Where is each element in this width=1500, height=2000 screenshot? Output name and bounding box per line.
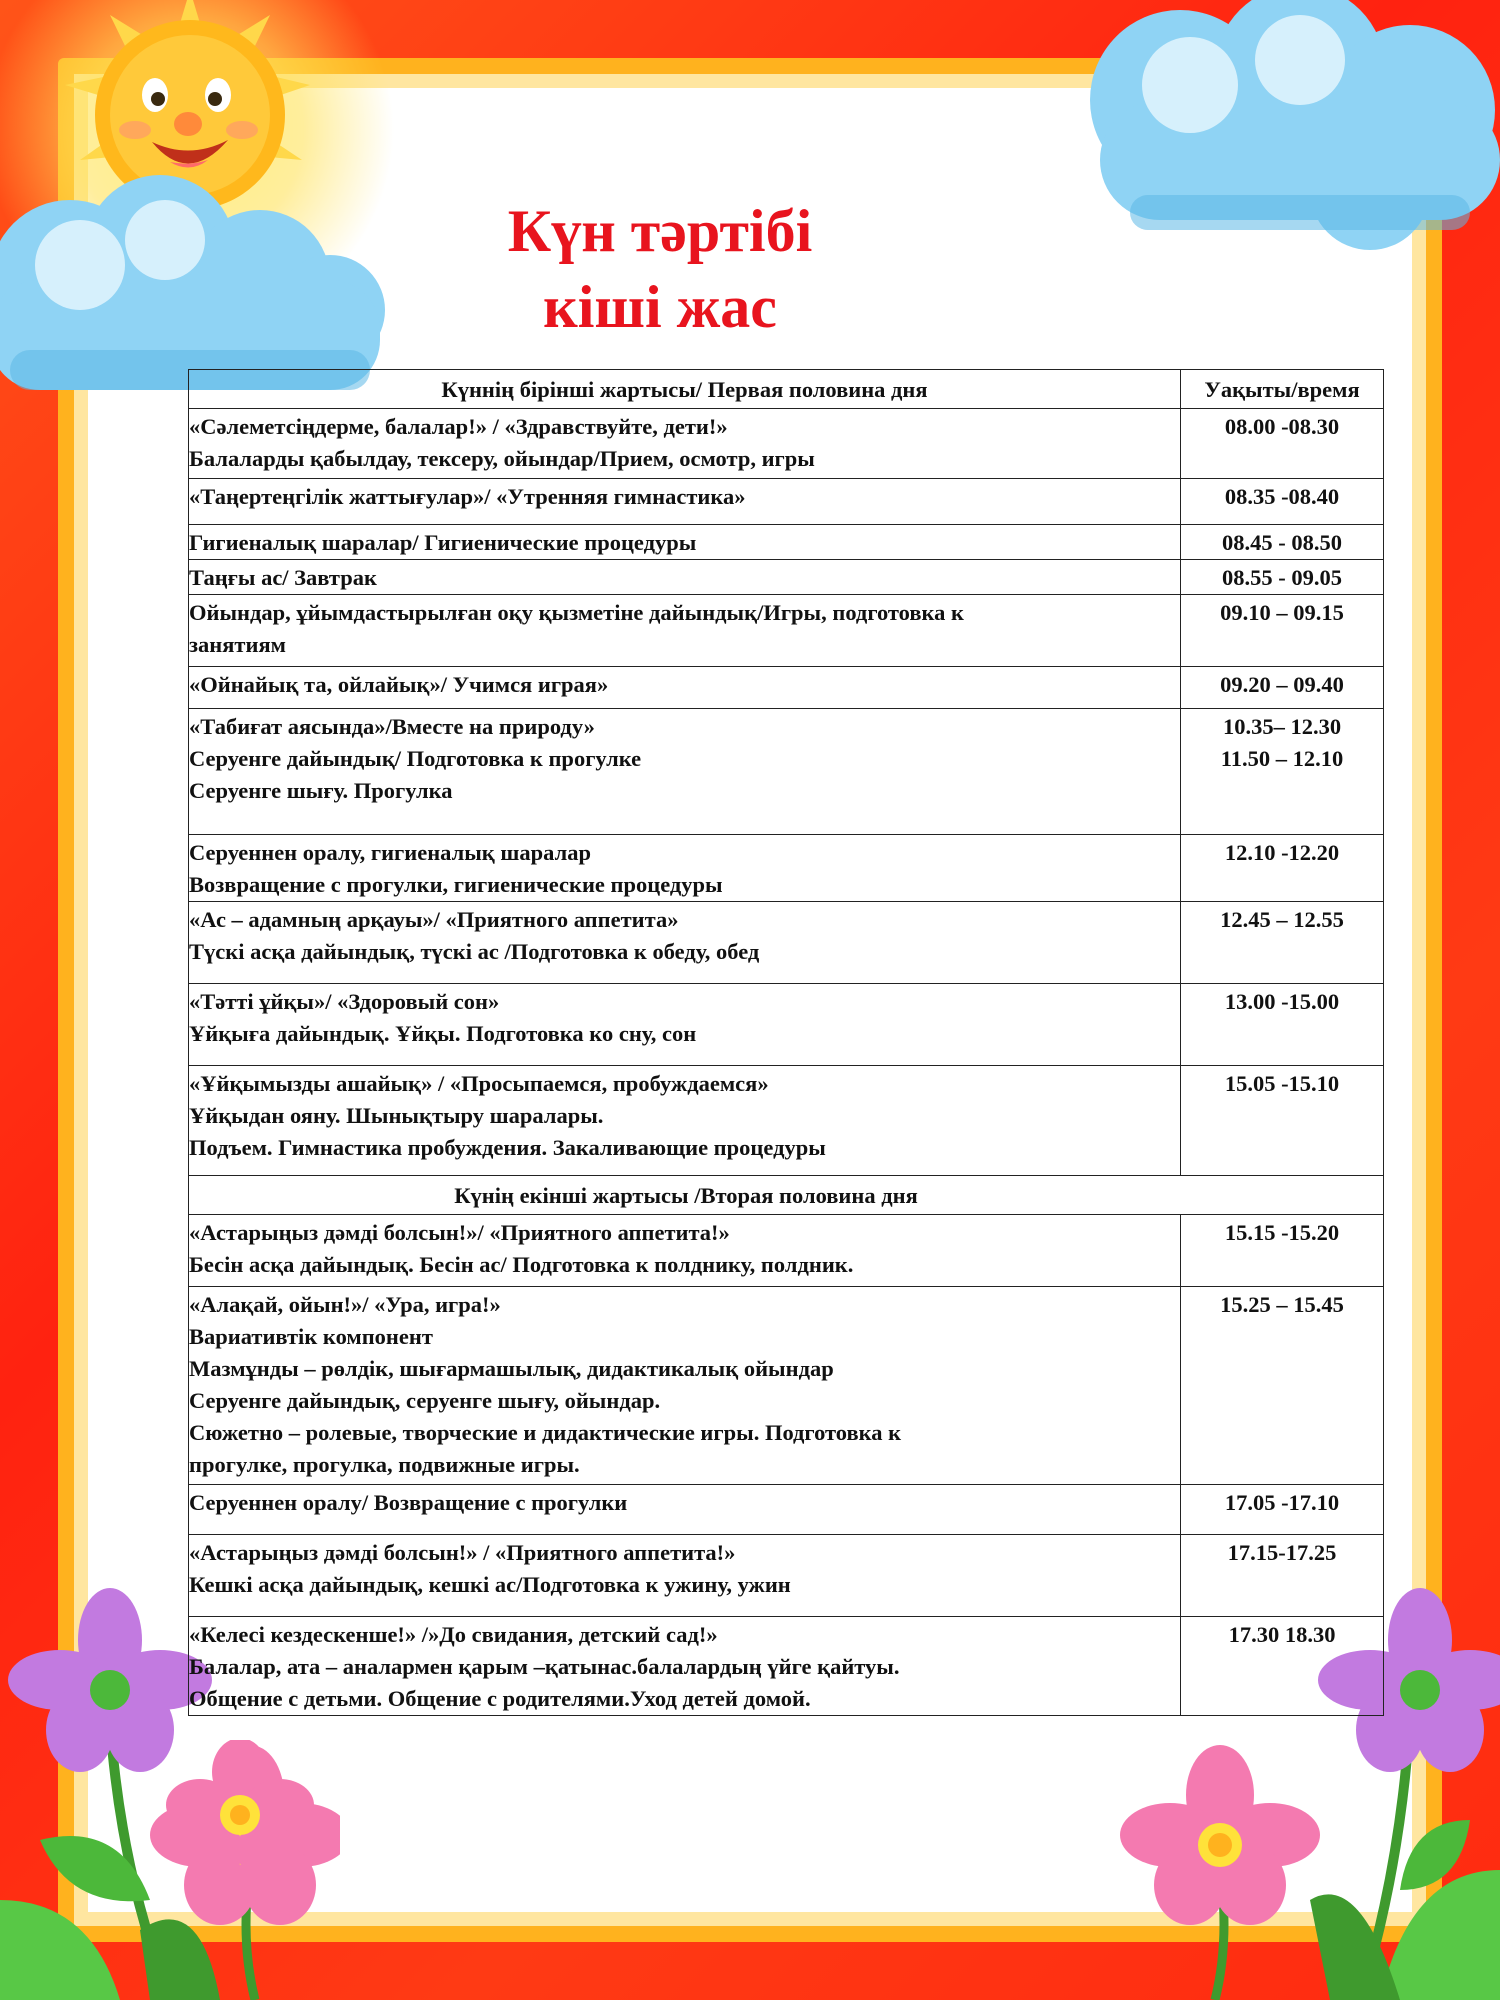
activity-line: «Астарыңыз дәмді болсын!»/ «Приятного аппетита!» [189, 1220, 730, 1245]
time-value: 15.15 -15.20 [1224, 1220, 1340, 1245]
title-line-2: кіші жас [543, 274, 777, 340]
time-value: 08.55 - 09.05 [1222, 565, 1342, 590]
activity-line: занятиям [189, 632, 286, 657]
activity-cell [189, 1287, 1181, 1485]
table-row [189, 1617, 1384, 1716]
time-value: 09.20 – 09.40 [1220, 672, 1344, 697]
second-half-header: Күнің екінші жартысы /Вторая половина дня [189, 1176, 1384, 1215]
table-row [189, 835, 1384, 902]
activity-line: Балалар, ата – аналармен қарым –қатынас.балалардың үйге қайтуы. [189, 1654, 900, 1679]
time-cell [1181, 1617, 1384, 1716]
activity-line: «Ұйқымызды ашайық» / «Просыпаемся, пробуждаемся» [189, 1071, 769, 1096]
activity-line: «Алақай, ойын!»/ «Ура, игра!» [189, 1292, 501, 1317]
section-header-row [189, 1176, 1384, 1215]
time-value: 08.45 - 08.50 [1222, 530, 1342, 555]
time-cell [1181, 1535, 1384, 1617]
table-row [189, 667, 1384, 709]
activity-line: «Табиғат аясында»/Вместе на природу» [189, 714, 595, 739]
table-row [189, 709, 1384, 835]
schedule-table [188, 369, 1384, 1716]
time-value: 09.10 – 09.15 [1220, 600, 1344, 625]
time-value: 10.35– 12.30 [1222, 714, 1342, 739]
time-cell [1181, 902, 1384, 984]
time-value: 17.15-17.25 [1227, 1540, 1337, 1565]
time-cell [1181, 525, 1384, 560]
table-row [189, 479, 1384, 525]
time-cell [1181, 1485, 1384, 1535]
table-row [189, 595, 1384, 667]
activity-cell [189, 709, 1181, 835]
activity-line: Ұйқыдан ояну. Шынықтыру шаралары. [189, 1103, 604, 1128]
time-value: 17.05 -17.10 [1224, 1490, 1340, 1515]
activity-line: Возвращение с прогулки, гигиенические процедуры [189, 872, 723, 897]
table-row [189, 1485, 1384, 1535]
activity-line: Балаларды қабылдау, тексеру, ойындар/Прием, осмотр, игры [189, 446, 815, 471]
time-cell [1181, 1066, 1384, 1176]
activity-line: Сюжетно – ролевые, творческие и дидактические игры. Подготовка к [189, 1420, 902, 1445]
activity-line: «Таңертеңгілік жаттығулар»/ «Утренняя гимнастика» [189, 484, 746, 509]
activity-line: Бесін асқа дайындық. Бесін ас/ Подготовка к полднику, полдник. [189, 1252, 854, 1277]
time-value: 15.25 – 15.45 [1220, 1292, 1344, 1317]
time-cell [1181, 1215, 1384, 1287]
time-value: 08.00 -08.30 [1224, 414, 1340, 439]
activity-line: Кешкі асқа дайындық, кешкі ас/Подготовка к ужину, ужин [189, 1572, 791, 1597]
activity-cell [189, 984, 1181, 1066]
activity-line: Серуеннен оралу, гигиеналық шаралар [189, 840, 591, 865]
time-cell [1181, 667, 1384, 709]
activity-line: Подъем. Гимнастика пробуждения. Закаливающие процедуры [189, 1135, 826, 1160]
cloud-icon [1070, 0, 1500, 270]
activity-line: Мазмұнды – рөлдік, шығармашылық, дидактикалық ойындар [189, 1356, 834, 1381]
activity-line: Түскі асқа дайындық, түскі ас /Подготовка к обеду, обед [189, 939, 760, 964]
activity-cell [189, 525, 1181, 560]
activity-line: Таңғы ас/ Завтрак [189, 565, 377, 590]
time-cell [1181, 409, 1384, 479]
activity-cell [189, 479, 1181, 525]
activity-line: Гигиеналық шаралар/ Гигиенические процедуры [189, 530, 697, 555]
activity-line: «Сәлеметсіңдерме, балалар!» / «Здравствуйте, дети!» [189, 414, 728, 439]
table-row [189, 409, 1384, 479]
table-row [189, 984, 1384, 1066]
time-cell [1181, 479, 1384, 525]
table-row [189, 560, 1384, 595]
first-half-header: Күннің бірінші жартысы/ Первая половина дня [189, 370, 1181, 409]
activity-cell [189, 595, 1181, 667]
time-cell [1181, 595, 1384, 667]
activity-line: прогулке, прогулка, подвижные игры. [189, 1452, 580, 1477]
activity-cell [189, 667, 1181, 709]
time-value: 17.30 18.30 [1228, 1622, 1336, 1647]
activity-line: Ойындар, ұйымдастырылған оқу қызметіне дайындық/Игры, подготовка к [189, 600, 964, 625]
activity-line: Серуенге дайындық, серуенге шығу, ойындар. [189, 1388, 661, 1413]
time-value: 12.10 -12.20 [1224, 840, 1340, 865]
activity-line: Серуенге шығу. Прогулка [189, 778, 453, 803]
time-value: 12.45 – 12.55 [1220, 907, 1344, 932]
activity-cell [189, 1535, 1181, 1617]
time-header: Уақыты/время [1181, 370, 1384, 409]
time-cell [1181, 1287, 1384, 1485]
activity-line: «Тәтті ұйқы»/ «Здоровый сон» [189, 989, 500, 1014]
activity-cell [189, 1485, 1181, 1535]
time-value: 11.50 – 12.10 [1220, 746, 1344, 771]
title-line-1: Күн тәртібі [507, 198, 813, 264]
activity-cell [189, 1215, 1181, 1287]
table-row [189, 525, 1384, 560]
activity-line: Ұйқыға дайындық. Ұйқы. Подготовка ко сну, сон [189, 1021, 697, 1046]
activity-line: «Келесі кездескенше!» /»До свидания, детский сад!» [189, 1622, 718, 1647]
time-value: 13.00 -15.00 [1224, 989, 1340, 1014]
table-row [189, 1066, 1384, 1176]
activity-line: «Ас – адамның арқауы»/ «Приятного аппетита» [189, 907, 679, 932]
table-row [189, 1535, 1384, 1617]
activity-line: Серуенге дайындық/ Подготовка к прогулке [189, 746, 642, 771]
flower-icon [165, 1740, 315, 1890]
time-cell [1181, 560, 1384, 595]
activity-line: «Астарыңыз дәмді болсын!» / «Приятного аппетита!» [189, 1540, 736, 1565]
activity-line: Серуеннен оралу/ Возвращение с прогулки [189, 1490, 628, 1515]
activity-line: «Ойнайық та, ойлайық»/ Учимся играя» [189, 672, 609, 697]
activity-cell [189, 1617, 1181, 1716]
table-row [189, 902, 1384, 984]
time-value: 08.35 -08.40 [1224, 484, 1340, 509]
time-cell [1181, 835, 1384, 902]
activity-line: Общение с детьми. Общение с родителями.Уход детей домой. [189, 1686, 811, 1711]
time-cell [1181, 709, 1384, 835]
activity-line: Вариативтік компонент [189, 1324, 433, 1349]
activity-cell [189, 835, 1181, 902]
table-row [189, 1287, 1384, 1485]
table-header-row [189, 370, 1384, 409]
table-row [189, 1215, 1384, 1287]
activity-cell [189, 409, 1181, 479]
time-cell [1181, 984, 1384, 1066]
activity-cell [189, 560, 1181, 595]
time-value: 15.05 -15.10 [1224, 1071, 1340, 1096]
activity-cell [189, 1066, 1181, 1176]
page-title [400, 193, 920, 345]
activity-cell [189, 902, 1181, 984]
